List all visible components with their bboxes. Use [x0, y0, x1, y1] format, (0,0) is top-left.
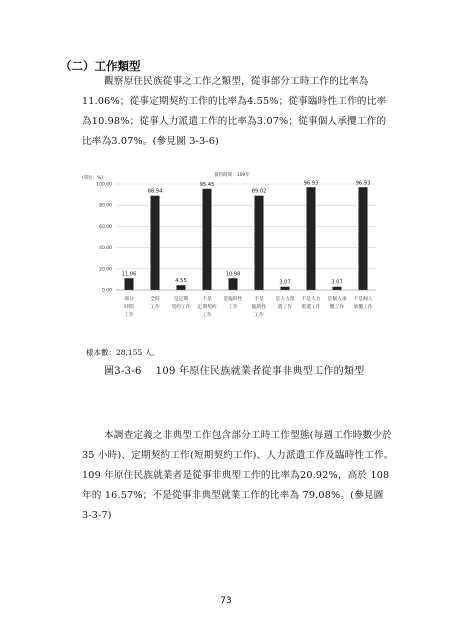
section-title: （二）工作類型 — [60, 59, 141, 73]
paragraph-work-types — [82, 72, 394, 152]
data-label: 10.98 — [225, 271, 241, 278]
paragraph-definition — [82, 426, 394, 526]
x-tick-label: 不是 — [202, 297, 212, 302]
x-tick-label: 是定期 — [173, 297, 189, 302]
x-tick-label: 契約工作 — [171, 305, 191, 310]
paragraph2-text: 本調查定義之非典型工作包含部分工時工作型態(每週工作時數少於 35 小時)、定期契約工作(短期契約工作)、人力派遣工作及臨時性工作。109 年原住民族就業者是從事非典型工作的比率為20.92%，高於 108 年的 16.57%；不是從事非典型就業工作的比率為 79.08%。(參見圖 3-3-7) — [82, 430, 394, 521]
y-tick-label: 100.00 — [96, 182, 112, 188]
data-label: 3.07 — [331, 279, 343, 286]
x-tick-label: 不是人力 — [301, 297, 321, 302]
bar — [281, 287, 290, 290]
x-tick-label: 遣工作 — [277, 305, 293, 310]
x-tick-label: 工作 — [228, 305, 238, 310]
x-tick-label: 是人力派 — [275, 297, 295, 302]
x-tick-label: 承攬工作 — [353, 305, 373, 310]
figure-caption — [104, 362, 365, 377]
bar — [151, 196, 160, 290]
x-tick-label: 工作 — [150, 305, 160, 310]
page-number: 73 — [220, 596, 232, 606]
y-tick-label: 20.00 — [99, 267, 112, 273]
bar-chart — [82, 168, 382, 343]
x-tick-label: 全時 — [150, 297, 160, 302]
x-tick-label: 工作 — [202, 313, 212, 318]
y-tick-label: 80.00 — [99, 203, 112, 209]
x-tick-label: 攬工作 — [329, 305, 345, 310]
y-tick-label: 40.00 — [99, 246, 112, 252]
figure-number: 圖3-3-6 — [104, 366, 142, 377]
figure-title: 109 年原住民族就業者從事非典型工作的類型 — [155, 366, 365, 377]
chart-note: 資料時間：109年 — [214, 173, 250, 178]
x-tick-label: 工作 — [124, 313, 134, 318]
x-tick-label: 臨時性 — [251, 305, 267, 310]
data-label: 95.45 — [199, 181, 215, 188]
paragraph1-text: 觀察原住民族從事之工作之類型，從事部分工時工作的比率為11.06%；從事定期契約工作的比率為4.55%；從事臨時性工作的比率為10.98%；從事人力派遣工作的比率為3.07%；從事個人承攬工作的比率為3.07%。(參見圖 3-3-6) — [82, 76, 387, 147]
chart-unit-label: (單位：%) — [82, 176, 104, 181]
bar — [333, 287, 342, 290]
x-tick-label: 定期契約 — [197, 305, 217, 310]
x-tick-label: 部分 — [124, 297, 134, 302]
bar — [359, 187, 368, 290]
x-tick-label: 工作 — [254, 313, 264, 318]
bar — [203, 189, 212, 290]
y-tick-label: 60.00 — [99, 224, 112, 230]
x-tick-label: 派遣工作 — [301, 305, 321, 310]
bar — [255, 196, 264, 290]
bar — [229, 278, 238, 290]
data-label: 3.07 — [279, 279, 291, 286]
x-tick-label: 是臨時性 — [223, 297, 243, 302]
data-label: 96.93 — [303, 180, 319, 187]
x-tick-label: 是個人承 — [327, 297, 347, 302]
x-tick-label: 時間 — [124, 305, 134, 310]
bar — [177, 285, 186, 290]
sample-size-note: 樣本數：28,155 人。 — [86, 348, 160, 357]
data-label: 88.94 — [147, 188, 163, 195]
x-tick-label: 不是 — [254, 297, 264, 302]
data-label: 11.06 — [121, 271, 137, 278]
data-label: 4.55 — [175, 278, 187, 285]
data-label: 96.93 — [355, 180, 371, 187]
y-tick-label: 0.00 — [101, 288, 112, 294]
bar — [125, 278, 134, 290]
bar — [307, 187, 316, 290]
x-tick-label: 不是個人 — [353, 297, 373, 302]
data-label: 89.02 — [251, 188, 267, 195]
